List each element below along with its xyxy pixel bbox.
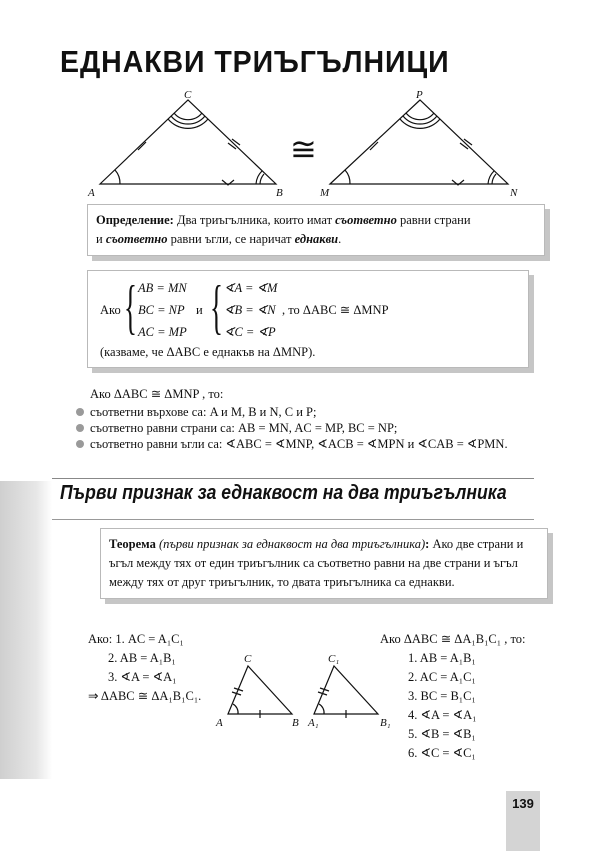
left-brace: { [124,274,137,340]
proof-line: 6. ∢C = ∢C₁ [408,746,476,760]
vertex-label: B [292,717,299,729]
proof-line: Ако: 1. AC = A₁C₁ [88,632,184,646]
angle-equality: ∢B = ∢N [224,303,276,317]
side-equality: BC = NP [138,303,185,317]
congruent-symbol: ≅ [290,131,317,167]
triangle-abc-small [228,666,292,714]
definition-text: Два триъгълника, които имат [173,213,336,227]
bullet-icon [76,440,84,448]
vertex-label: A [88,187,95,198]
theorem-box [100,528,548,599]
vertex-label: N [510,187,518,198]
right-brace: { [210,274,223,340]
list-item [78,436,508,452]
vertex-label: M [320,187,330,198]
definition-text: и [96,232,106,246]
theorem-subtitle: (първи признак за еднаквост на два триъгълника) [155,537,426,551]
definition-text: равни ъгли, се наричат [167,232,295,246]
vertex-label: A [216,717,223,729]
and-label: и [196,303,203,317]
bullet-icon [76,408,84,416]
vertex-label: A₁ [308,717,319,729]
consequences-list [78,404,508,452]
theorem-label: Теорема [109,537,156,551]
top-triangles-figure [80,88,550,198]
side-equality: AB = MN [138,281,187,295]
triangle-a1b1c1-small [314,666,378,714]
proof-right [380,630,526,763]
definition-text: равни страни [396,213,471,227]
bullet-icon [76,424,84,432]
condition-conclusion: , то ΔABC ≅ ΔMNP [282,303,389,317]
proof-left [88,630,201,706]
proof-line: 4. ∢A = ∢A₁ [408,708,477,722]
vertex-label: B [276,187,283,198]
side-band [0,481,52,779]
proof-line: 3. ∢A = ∢A₁ [108,670,177,684]
proof-line: 1. AB = A₁B₁ [408,651,476,665]
proof-line: ⇒ ΔABC ≅ ΔA₁B₁C₁. [88,689,202,703]
vertex-label: B₁ [380,717,391,729]
definition-text: . [338,232,342,246]
bottom-triangles-figure [210,652,395,732]
proof-line: 2. AB = A₁B₁ [108,651,176,665]
theorem-colon: : [425,537,430,551]
list-item-text: съответни върхове са: A и M, B и N, C и P; [90,405,317,419]
list-item-text: съответно равни страни са: AB = MN, AC = MP, BC = NP; [90,421,398,435]
condition-box [87,270,529,368]
triangle-mnp [330,100,508,184]
definition-emphasis: съответно [335,213,397,227]
definition-emphasis: съответно [105,232,168,246]
definition-box [87,204,545,256]
condition-note: (казваме, че ΔABC е еднакъв на ΔMNP). [100,345,316,359]
proof-header: Ако ΔABC ≅ ΔA₁B₁C₁ , то: [380,632,526,646]
vertex-label: C [184,89,192,101]
section-title: Първи признак за еднаквост на два триъгълника [60,482,507,504]
theorem-text: Ако две страни и ъгъл между тях от един триъгълник са съответно равни на две страни и ъгъл между тях от друг триъгълник, то двата триъгълника са еднакви. [109,537,524,589]
page-title: ЕДНАКВИ ТРИЪГЪЛНИЦИ [60,44,450,79]
proof-line: 2. AC = A₁C₁ [408,670,476,684]
list-item [78,420,508,436]
vertex-label: C₁ [328,653,340,665]
definition-label: Определение: [96,213,174,227]
divider [52,519,534,520]
ako-label: Ако [100,303,121,317]
divider [52,478,534,479]
definition-emphasis: еднакви [294,232,339,246]
proof-line: 3. BC = B₁C₁ [408,689,476,703]
page-number: 139 [512,796,534,811]
vertex-label: P [416,89,423,101]
proof-line: 5. ∢B = ∢B₁ [408,727,476,741]
triangle-abc [100,100,276,184]
vertex-label: C [244,653,252,665]
list-item-text: съответно равни ъгли са: ∢ABC = ∢MNP, ∢ACB = ∢MPN и ∢CAB = ∢PMN. [90,437,508,451]
consequences-intro: Ако ΔABC ≅ ΔMNP , то: [90,387,224,401]
list-item [78,404,508,420]
angle-equality: ∢C = ∢P [224,325,276,339]
side-equality: AC = MP [138,325,187,339]
angle-equality: ∢A = ∢M [224,281,278,295]
